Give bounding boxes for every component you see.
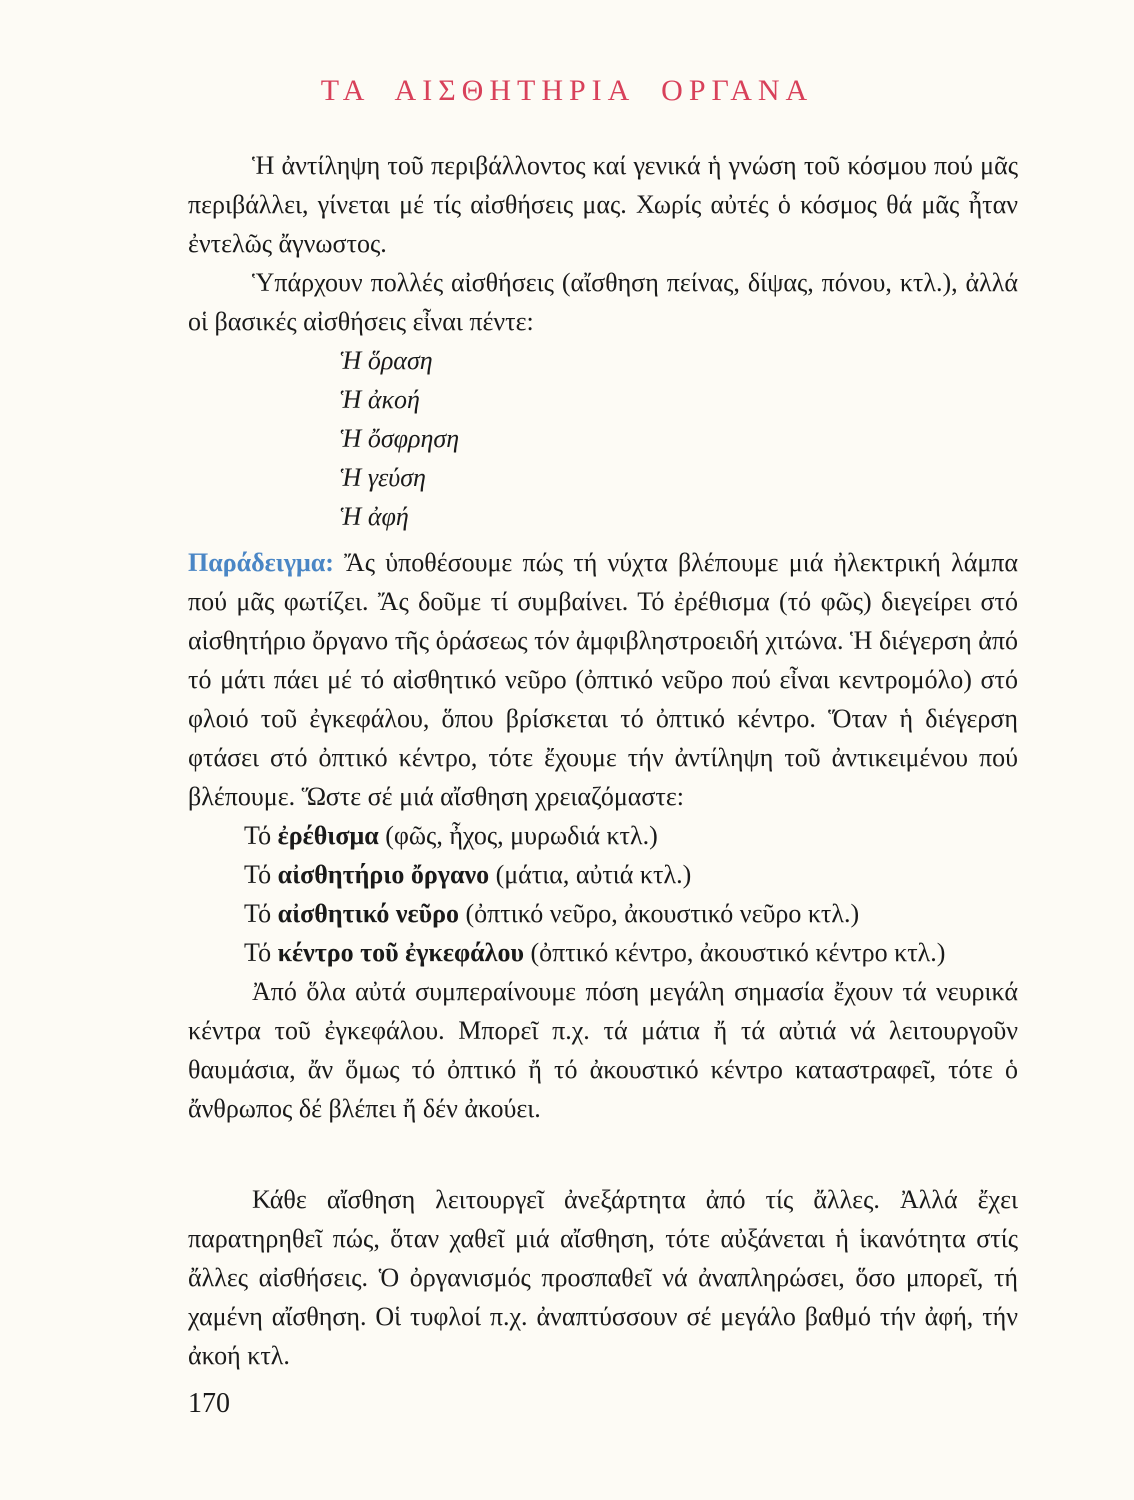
element-article: Τό	[244, 860, 278, 889]
example-label: Παράδειγμα:	[188, 548, 334, 577]
sense-item-smell: Ἡ ὄσφρηση	[340, 424, 460, 453]
element-row-sensory-nerve	[188, 894, 1018, 933]
element-row-brain-center	[188, 933, 1018, 972]
compensation-section	[188, 1180, 1018, 1375]
element-examples: (ὀπτικό νεῦρο, ἀκουστικό νεῦρο κτλ.)	[459, 899, 860, 928]
element-article: Τό	[244, 938, 278, 967]
intro-section	[188, 146, 1018, 536]
conclusion-paragraph: Ἀπό ὅλα αὐτά συμπεραίνουμε πόση μεγάλη σημασία ἔχουν τά νευρικά κέντρα τοῦ ἐγκεφάλου. Μπορεῖ π.χ. τά μάτια ἤ τά αὐτιά νά λειτουργοῦν θαυμάσια, ἄν ὅμως τό ὀπτικό ἤ τό ἀκουστικό κέντρο καταστραφεῖ, τότε ὁ ἄνθρωπος δέ βλέπει ἤ δέν ἀκούει.	[188, 977, 1018, 1123]
element-examples: (φῶς, ἦχος, μυρωδιά κτλ.)	[378, 821, 658, 850]
intro-paragraph: Ἡ ἀντίληψη τοῦ περιβάλλοντος καί γενικά ἡ γνώση τοῦ κόσμου πού μᾶς περιβάλλει, γίνεται μέ τίς αἰσθήσεις μας. Χωρίς αὐτές ὁ κόσμος θά μᾶς ἦταν ἐντελῶς ἄγνωστος.	[188, 151, 1018, 258]
example-paragraph	[188, 543, 1018, 816]
element-examples: (μάτια, αὐτιά κτλ.)	[489, 860, 692, 889]
example-section	[188, 543, 1018, 1128]
element-term: αἰσθητήριο ὄργανο	[277, 860, 490, 889]
page-number: 170	[188, 1388, 230, 1419]
element-row-stimulus	[188, 816, 1018, 855]
element-article: Τό	[244, 899, 278, 928]
senses-list	[188, 341, 1018, 536]
element-row-sense-organ	[188, 855, 1018, 894]
chapter-title: ΤΑ ΑΙΣΘΗΤΗΡΙΑ ΟΡΓΑΝΑ	[320, 74, 814, 107]
example-text: Ἄς ὑποθέσουμε πώς τή νύχτα βλέπουμε μιά ἠλεκτρική λάμπα πού μᾶς φωτίζει. Ἄς δοῦμε τί συμβαίνει. Τό ἐρέθισμα (τό φῶς) διεγείρει στό αἰσθητήριο ὄργανο τῆς ὁράσεως τόν ἀμφιβληστροειδή χιτώνα. Ἡ διέγερση ἀπό τό μάτι πάει μέ τό αἰσθητικό νεῦρο (ὀπτικό νεῦρο πού εἶναι κεντρομόλο) στό φλοιό τοῦ ἐγκεφάλου, ὅπου βρίσκεται τό ὀπτικό κέντρο. Ὅταν ἡ διέγερση φτάσει στό ὀπτικό κέντρο, τότε ἔχουμε τήν ἀντίληψη τοῦ ἀντικειμένου πού βλέπουμε. Ὥστε σέ μιά αἴσθηση χρειαζόμαστε:	[188, 548, 1019, 811]
sense-item-taste: Ἡ γεύση	[340, 463, 426, 492]
sense-item-sight: Ἡ ὅραση	[340, 346, 433, 375]
sense-item-touch: Ἡ ἀφή	[340, 502, 409, 531]
element-term: ἐρέθισμα	[277, 821, 379, 850]
element-article: Τό	[244, 821, 278, 850]
compensation-paragraph: Κάθε αἴσθηση λειτουργεῖ ἀνεξάρτητα ἀπό τίς ἄλλες. Ἀλλά ἔχει παρατηρηθεῖ πώς, ὅταν χαθεῖ μιά αἴσθηση, τότε αὐξάνεται ἡ ἱκανότητα στίς ἄλλες αἰσθήσεις. Ὁ ὀργανισμός προσπαθεῖ νά ἀναπληρώσει, ὅσο μπορεῖ, τή χαμένη αἴσθηση. Οἱ τυφλοί π.χ. ἀναπτύσσουν σέ μεγάλο βαθμό τήν ἀφή, τήν ἀκοή κτλ.	[188, 1185, 1018, 1370]
element-term: αἰσθητικό νεῦρο	[277, 899, 460, 928]
element-term: κέντρο τοῦ ἐγκεφάλου	[277, 938, 524, 967]
sense-item-hearing: Ἡ ἀκοή	[340, 385, 420, 414]
element-examples: (ὀπτικό κέντρο, ἀκουστικό κέντρο κτλ.)	[523, 938, 946, 967]
senses-intro-paragraph: Ὑπάρχουν πολλές αἰσθήσεις (αἴσθηση πείνας, δίψας, πόνου, κτλ.), ἀλλά οἱ βασικές αἰσθήσεις εἶναι πέντε:	[188, 268, 1018, 336]
